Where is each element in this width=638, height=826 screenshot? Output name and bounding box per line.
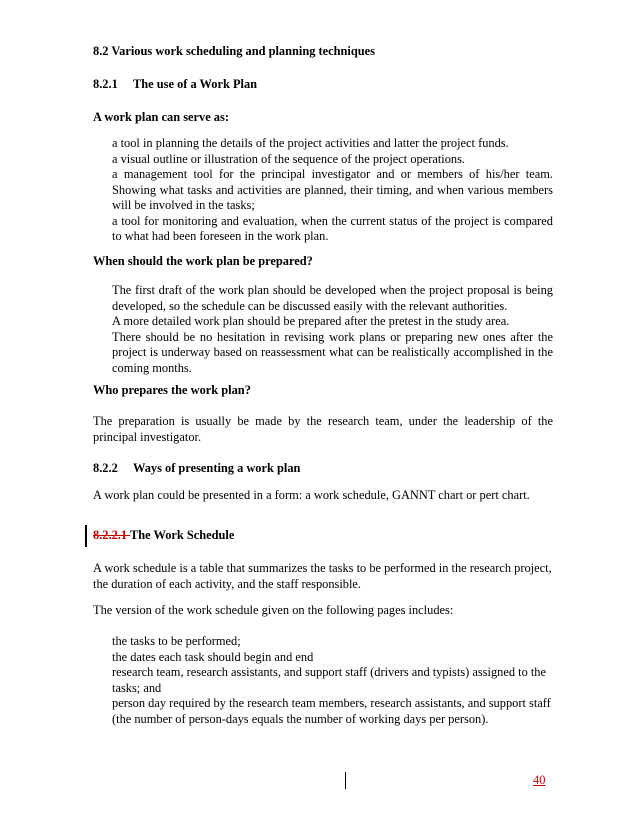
section-title: The Work Schedule — [129, 528, 235, 542]
who-paragraph: The preparation is usually be made by the research team, under the leadership of the principal investigator. — [93, 414, 553, 444]
list-item — [93, 314, 553, 330]
list-item — [93, 650, 553, 666]
list-item-text: the dates each task should begin and end — [112, 649, 314, 664]
list-item-text: There should be no hesitation in revising work plans or preparing new ones after the project is underway based on reassessment what can be realistically accomplished in the coming months. — [112, 329, 553, 375]
section-number: 8.2.1 — [93, 77, 118, 91]
list-item-text: a tool in planning the details of the project activities and latter the project funds. — [112, 136, 509, 150]
when-heading: When should the work plan be prepared? — [93, 254, 313, 268]
list-item-text: The first draft of the work plan should be developed when the project proposal is being developed, so the schedule can be discussed easily with the relevant authorities. — [112, 283, 553, 313]
change-bar — [85, 525, 87, 547]
list-item — [93, 634, 553, 650]
page-number: 40 — [533, 773, 546, 787]
list-item-text: a visual outline or illustration of the sequence of the project operations. — [112, 151, 466, 166]
version-paragraph: The version of the work schedule given on the following pages includes: — [93, 603, 454, 617]
list-item-text: the tasks to be performed; — [112, 634, 241, 648]
list-item — [93, 167, 553, 214]
list-item — [93, 136, 553, 152]
section-title: Ways of presenting a work plan — [133, 461, 301, 475]
schedule-paragraph: A work schedule is a table that summarizes the tasks to be performed in the research project, the duration of each activity, and the staff responsible. — [93, 561, 552, 591]
section-heading-8-2: 8.2 Various work scheduling and planning techniques — [93, 44, 375, 58]
serve-heading: A work plan can serve as: — [93, 110, 229, 124]
list-item-text: person day required by the research team members, research assistants, and support staff (the number of person-days equals the number of working days per person). — [112, 696, 551, 726]
footer-cursor-bar — [345, 772, 346, 789]
version-list — [93, 634, 553, 727]
section-title: The use of a Work Plan — [133, 77, 258, 91]
when-list — [93, 283, 553, 376]
section-heading-8-2-1 — [93, 77, 257, 93]
list-item-text: A more detailed work plan should be prepared after the pretest in the study area. — [112, 314, 510, 328]
list-item — [93, 283, 553, 314]
list-item-text: a tool for monitoring and evaluation, when the current status of the project is compared to what had been foreseen in the work plan. — [112, 213, 553, 243]
section-heading-8-2-2 — [93, 461, 300, 477]
list-item — [93, 330, 553, 377]
deleted-section-number: 8.2.2.1 — [93, 528, 130, 542]
section-heading-8-2-2-1 — [93, 528, 234, 544]
list-item-text: a management tool for the principal investigator and or members of his/her team. Showing what tasks and activities are planned, their timing, and when various members will be involved in the tasks; — [112, 167, 553, 212]
list-item-text: research team, research assistants, and support staff (drivers and typists) assigned to the tasks; and — [112, 665, 547, 695]
who-heading: Who prepares the work plan? — [93, 383, 251, 397]
list-item — [93, 696, 553, 727]
serve-list — [93, 136, 553, 245]
list-item — [93, 152, 553, 168]
section-number: 8.2.2 — [93, 461, 118, 475]
list-item — [93, 665, 553, 696]
list-item — [93, 214, 553, 245]
present-paragraph: A work plan could be presented in a form: a work schedule, GANNT chart or pert chart. — [93, 488, 530, 502]
